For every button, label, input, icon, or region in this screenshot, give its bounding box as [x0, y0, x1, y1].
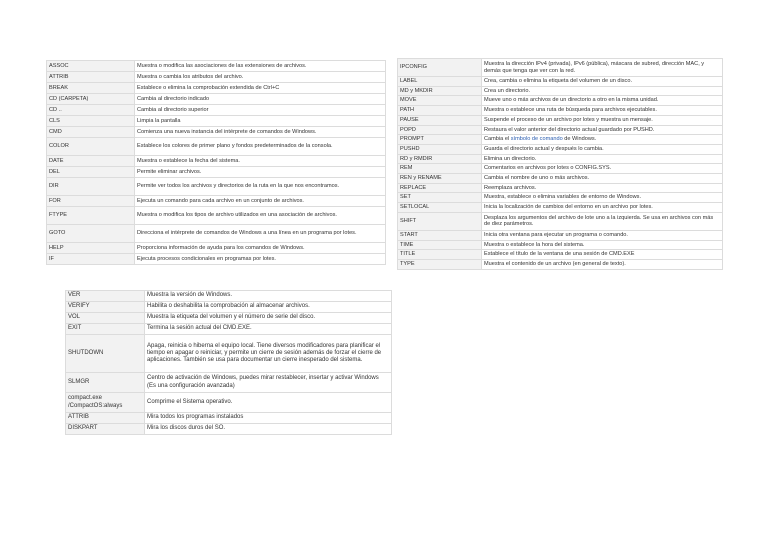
- command-description: Crea, cambia o elimina la etiqueta del volumen de un disco.: [482, 77, 723, 87]
- command-name: CD ..: [47, 105, 135, 116]
- table-row: [47, 178, 386, 196]
- command-description: Guarda el directorio actual y después lo cambia.: [482, 144, 723, 154]
- command-description: Inicia la localización de cambios del entorno en un archivo por lotes.: [482, 203, 723, 213]
- command-name: ASSOC: [47, 61, 135, 72]
- desc-prefix: Cambia el: [484, 136, 511, 143]
- table-row: [398, 125, 723, 135]
- commands-table-left: [46, 60, 386, 265]
- command-description: Mueve uno o más archivos de un directorio a otro en la misma unidad.: [482, 96, 723, 106]
- command-description: Restaura el valor anterior del directorio actual guardado por PUSHD.: [482, 125, 723, 135]
- command-description: Limpia la pantalla: [135, 116, 386, 127]
- command-name: TIME: [398, 240, 482, 250]
- command-name: REPLACE: [398, 183, 482, 193]
- command-name: PROMPT: [398, 135, 482, 145]
- command-name: POPD: [398, 125, 482, 135]
- command-name: START: [398, 230, 482, 240]
- table-row: [47, 138, 386, 156]
- command-description: Ejecuta procesos condicionales en programas por lotes.: [135, 254, 386, 265]
- command-name: IPCONFIG: [398, 59, 482, 77]
- command-description: Cambia el nombre de uno o más archivos.: [482, 174, 723, 184]
- command-description: Proporciona información de ayuda para los comandos de Windows.: [135, 243, 386, 254]
- command-name: BREAK: [47, 83, 135, 94]
- command-description: Reemplaza archivos.: [482, 183, 723, 193]
- table-row: [47, 94, 386, 105]
- command-name: TITLE: [398, 250, 482, 260]
- command-name: DATE: [47, 156, 135, 167]
- table-row: [47, 83, 386, 94]
- command-name: GOTO: [47, 225, 135, 243]
- command-name: PUSHD: [398, 144, 482, 154]
- command-description: Crea un directorio.: [482, 86, 723, 96]
- command-name: ATTRIB: [66, 413, 145, 424]
- command-description: Comprime el Sistema operativo.: [145, 393, 392, 413]
- command-description: Muestra el contenido de un archivo (en general de texto).: [482, 259, 723, 269]
- table-row: [47, 72, 386, 83]
- table-row: [47, 167, 386, 178]
- table-row: [398, 212, 723, 230]
- command-description: Mira todos los programas instalados: [145, 413, 392, 424]
- command-description: Muestra la dirección IPv4 (privada), IPv6 (pública), máscara de subred, dirección MAC, y demás que tenga que ver con la red.: [482, 59, 723, 77]
- table-row: [47, 105, 386, 116]
- command-description: Comentarios en archivos por lotes o CONFIG.SYS.: [482, 164, 723, 174]
- command-description: Mira los discos duros del SO.: [145, 424, 392, 435]
- command-name: CLS: [47, 116, 135, 127]
- table-row: [398, 144, 723, 154]
- command-description: Muestra o cambia los atributos del archivo.: [135, 72, 386, 83]
- table-row: [398, 240, 723, 250]
- table-row: [398, 106, 723, 116]
- table-row: [66, 324, 392, 335]
- table-row: [398, 193, 723, 203]
- command-name: CD (CARPETA): [47, 94, 135, 105]
- command-description: Apaga, reinicia o hiberna el equipo local. Tiene diversos modificadores para planificar el tiempo en apagar o reiniciar, y permite un cierre de sesión además de forzar el cierre de aplicaciones. También se usa para documentar un cierre inesperado del sistema.: [145, 335, 392, 373]
- command-description: Habilita o deshabilita la comprobación al almacenar archivos.: [145, 302, 392, 313]
- command-name: SET: [398, 193, 482, 203]
- command-description: Comienza una nueva instancia del intérprete de comandos de Windows.: [135, 127, 386, 138]
- table-row: [398, 174, 723, 184]
- command-description: Muestra la versión de Windows.: [145, 291, 392, 302]
- command-description: Muestra o establece una ruta de búsqueda para archivos ejecutables.: [482, 106, 723, 116]
- commands-table-bottom: [65, 290, 392, 435]
- command-name: DISKPART: [66, 424, 145, 435]
- command-description: Muestra o establece la fecha del sistema.: [135, 156, 386, 167]
- command-name: FOR: [47, 196, 135, 207]
- command-name: HELP: [47, 243, 135, 254]
- command-description: Direcciona el intérprete de comandos de Windows a una línea en un programa por lotes.: [135, 225, 386, 243]
- table-row: [47, 207, 386, 225]
- table-row: [398, 203, 723, 213]
- command-name: REN y RENAME: [398, 174, 482, 184]
- table-row: [47, 196, 386, 207]
- command-name: COLOR: [47, 138, 135, 156]
- command-name: SHUTDOWN: [66, 335, 145, 373]
- command-description: Suspende el proceso de un archivo por lotes y muestra un mensaje.: [482, 115, 723, 125]
- command-description: Muestra o establece la hora del sistema.: [482, 240, 723, 250]
- table-row: [66, 291, 392, 302]
- table-row: [66, 302, 392, 313]
- command-name: PAUSE: [398, 115, 482, 125]
- command-description: Cambia al directorio indicado: [135, 94, 386, 105]
- table-row: [66, 393, 392, 413]
- table-row: [398, 154, 723, 164]
- command-name: CMD: [47, 127, 135, 138]
- table-row: [47, 225, 386, 243]
- command-description: Termina la sesión actual del CMD.EXE.: [145, 324, 392, 335]
- command-description: Establece el título de la ventana de una sesión de CMD.EXE: [482, 250, 723, 260]
- command-description: Centro de activación de Windows, puedes mirar restablecer, insertar y activar Windows (Es una configuración avanzada): [145, 373, 392, 393]
- table-row: [398, 77, 723, 87]
- command-name: MOVE: [398, 96, 482, 106]
- table-row: [47, 243, 386, 254]
- command-description: Muestra, establece o elimina variables de entorno de Windows.: [482, 193, 723, 203]
- table-row: [47, 254, 386, 265]
- commands-table-right: [397, 58, 723, 270]
- table-row: [398, 96, 723, 106]
- table-row: [398, 115, 723, 125]
- command-name: VER: [66, 291, 145, 302]
- table-row: [47, 127, 386, 138]
- command-name: VOL: [66, 313, 145, 324]
- command-name: ATTRIB: [47, 72, 135, 83]
- command-name: RD y RMDIR: [398, 154, 482, 164]
- command-description: [482, 135, 723, 145]
- simbolo-de-comando-link[interactable]: símbolo de comando: [510, 136, 563, 143]
- table-row: [47, 116, 386, 127]
- command-name: FTYPE: [47, 207, 135, 225]
- command-name: SETLOCAL: [398, 203, 482, 213]
- command-name: MD y MKDIR: [398, 86, 482, 96]
- table-row: [398, 230, 723, 240]
- table-row: [66, 373, 392, 393]
- table-row: [66, 413, 392, 424]
- command-name: LABEL: [398, 77, 482, 87]
- command-description: Cambia al directorio superior: [135, 105, 386, 116]
- command-description: Muestra la etiqueta del volumen y el número de serie del disco.: [145, 313, 392, 324]
- table-row: [398, 250, 723, 260]
- command-name: SLMGR: [66, 373, 145, 393]
- command-name: compact.exe /CompactOS:always: [66, 393, 145, 413]
- command-description: Inicia otra ventana para ejecutar un programa o comando.: [482, 230, 723, 240]
- desc-suffix: de Windows.: [562, 136, 597, 143]
- table-row: [398, 86, 723, 96]
- command-description: Permite eliminar archivos.: [135, 167, 386, 178]
- table-row: [66, 313, 392, 324]
- command-name: IF: [47, 254, 135, 265]
- command-description: Muestra o modifica los tipos de archivo utilizados en una asociación de archivos.: [135, 207, 386, 225]
- command-description: Muestra o modifica las asociaciones de las extensiones de archivos.: [135, 61, 386, 72]
- table-row: [398, 164, 723, 174]
- command-name: EXIT: [66, 324, 145, 335]
- command-name: DEL: [47, 167, 135, 178]
- command-description: Elimina un directorio.: [482, 154, 723, 164]
- command-description: Establece los colores de primer plano y fondos predeterminados de la consola.: [135, 138, 386, 156]
- table-row: [398, 59, 723, 77]
- command-name: VERIFY: [66, 302, 145, 313]
- command-name: DIR: [47, 178, 135, 196]
- command-name: SHIFT: [398, 212, 482, 230]
- command-name: REM: [398, 164, 482, 174]
- table-row: [66, 335, 392, 373]
- command-description: Ejecuta un comando para cada archivo en un conjunto de archivos.: [135, 196, 386, 207]
- table-row: [398, 259, 723, 269]
- command-description: Permite ver todos los archivos y directorios de la ruta en la que nos encontramos.: [135, 178, 386, 196]
- command-description: Desplaza los argumentos del archivo de lote uno a la izquierda. Se usa en archivos con más de diez parámetros.: [482, 212, 723, 230]
- table-row: [66, 424, 392, 435]
- table-row: [47, 61, 386, 72]
- table-row: [398, 183, 723, 193]
- command-description: Establece o elimina la comprobación extendida de Ctrl+C: [135, 83, 386, 94]
- table-row: [47, 156, 386, 167]
- command-name: TYPE: [398, 259, 482, 269]
- table-row: [398, 135, 723, 145]
- command-name: PATH: [398, 106, 482, 116]
